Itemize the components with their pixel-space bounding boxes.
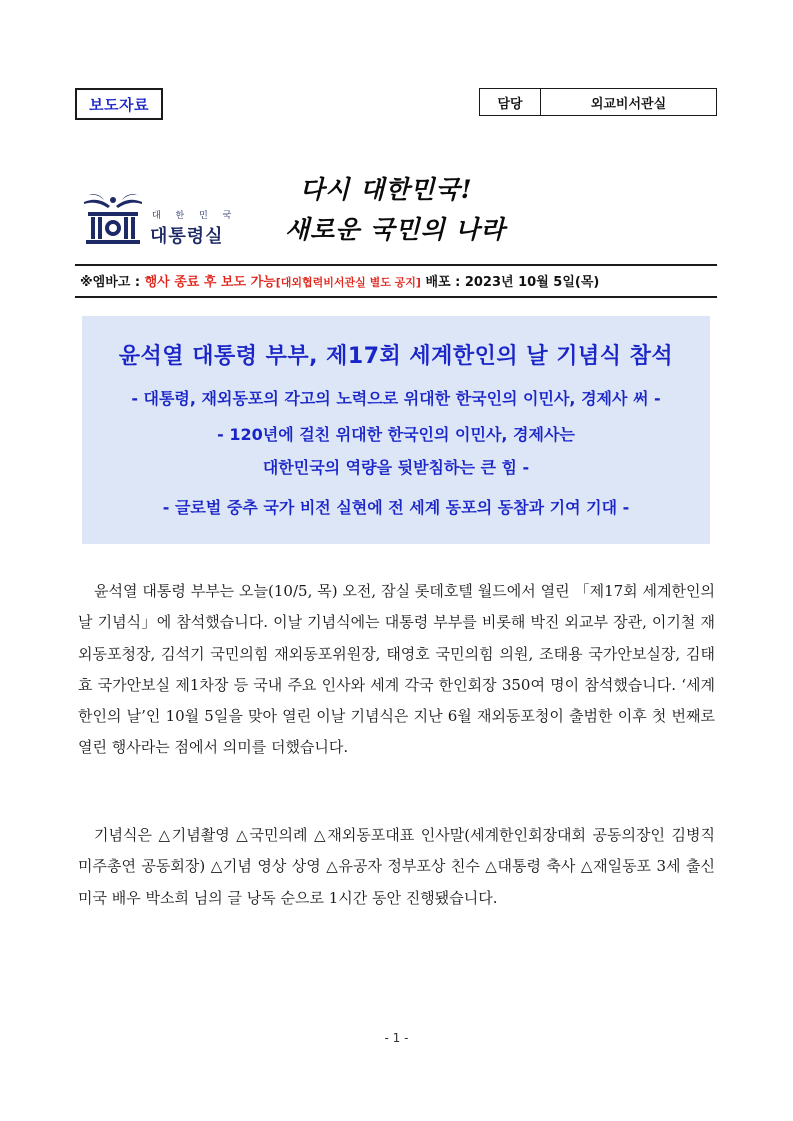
headline-subtitle-4: - 글로벌 중추 국가 비전 실현에 전 세계 동포의 동참과 기여 기대 - (162, 498, 630, 517)
slogan-line-2: 새로운 국민의 나라 (285, 215, 506, 244)
press-release-label: 보도자료 (89, 95, 149, 114)
contact-label: 담당 (480, 89, 541, 115)
phoenix-emblem-icon (82, 190, 144, 248)
embargo-condition: 행사 종료 후 보도 가능 (144, 275, 276, 290)
embargo-line (80, 271, 715, 290)
contact-box (479, 88, 717, 116)
body-paragraph-2 (78, 820, 715, 914)
headline-subtitle-3: 대한민국의 역량을 뒷받침하는 큰 힘 - (262, 458, 530, 477)
slogan-line-1: 다시 대한민국! (300, 175, 473, 204)
press-release-badge (75, 88, 163, 120)
slogan (285, 170, 515, 245)
headline-box (82, 316, 710, 544)
headline-title: 윤석열 대통령 부부, 제17회 세계한인의 날 기념식 참석 (118, 344, 674, 369)
embargo-prefix: ※엠바고 : (80, 275, 145, 290)
headline-subtitle-1: - 대통령, 재외동포의 각고의 노력으로 위대한 한국인의 이민사, 경제사 써 - (131, 389, 661, 408)
paragraph-text: 기념식은 △기념촬영 △국민의례 △재외동포대표 인사말(세계한인회장대회 공동의장인 김병직 미주총연 공동회장) △기념 영상 상영 △유공자 정부포상 친수 △대통령 축사 △재일동포 3세 출신 미국 배우 박소희 님의 글 낭독 순으로 1시간 동안 진행됐습니다. (78, 826, 715, 907)
body-paragraph-1 (78, 576, 715, 764)
logo-subtitle: 대 한 민 국 (152, 211, 238, 221)
paragraph-text: 윤석열 대통령 부부는 오늘(10/5, 목) 오전, 잠실 롯데호텔 월드에서 열린 「제17회 세계한인의 날 기념식」에 참석했습니다. 이날 기념식에는 대통령 부부를 비롯해 박진 외교부 장관, 이기철 재외동포청장, 김석기 국민의힘 재외동포위원장, 태영호 국민의힘 의원, 조태용 국가안보실장, 김태효 국가안보실 제1차장 등 국내 주요 인사와 세계 각국 한인회장 350여 명이 참석했습니다. ‘세계 한인의 날’인 10월 5일을 맞아 열린 이날 기념식은 지난 6월 재외동포청이 출범한 이후 첫 번째로 열린 행사라는 점에서 의미를 더했습니다. (78, 582, 715, 757)
contact-value: 외교비서관실 (590, 96, 667, 112)
embargo-note: [대외협력비서관실 별도 공지] (275, 276, 421, 289)
page-number: - 1 - (384, 1031, 409, 1045)
divider-bottom (75, 296, 717, 298)
divider-top (75, 264, 717, 266)
logo-title: 대통령실 (150, 226, 224, 247)
release-date: 배포 : 2023년 10월 5일(목) (420, 275, 600, 290)
headline-subtitle-2: - 120년에 걸친 위대한 한국인의 이민사, 경제사는 (217, 425, 575, 444)
